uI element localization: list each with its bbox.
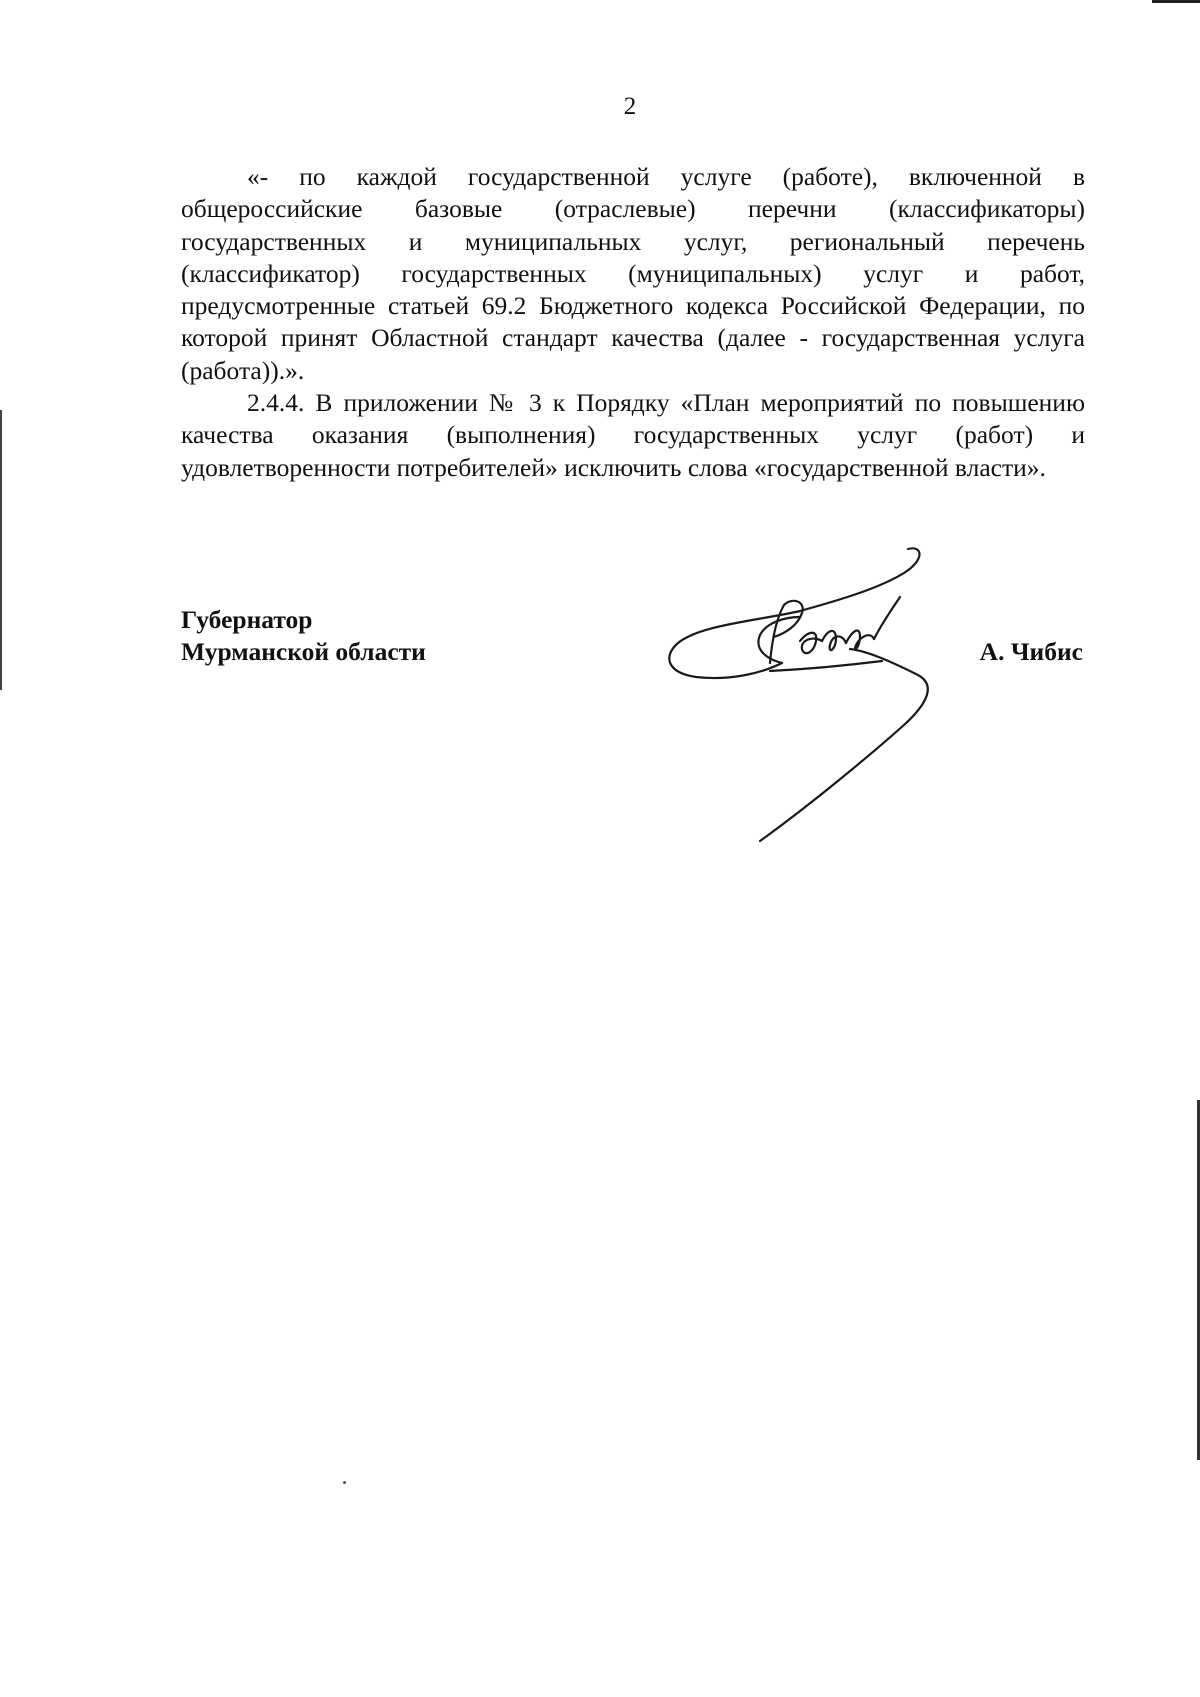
scan-dot	[343, 1481, 346, 1484]
paragraph-amendment-text: «- по каждой государственной услуге (работе), включенной в общероссийские базовые (отраслевые) перечни (классификаторы) государственных и муниципальных услуг, региональный перечень (классификатор) государственных (муниципальных) услуг и работ, предусмотренные статьей 69.2 Бюджетного кодекса Российской Федерации, по которой принят Областной стандарт качества (далее - государственная услуга (работа)).».	[181, 162, 1085, 385]
body-text	[181, 161, 1085, 484]
signatory-title	[181, 604, 426, 668]
page-number: 2	[623, 93, 637, 120]
scan-edge-left	[0, 410, 2, 690]
paragraph-2-4-4: 2.4.4. В приложении № 3 к Порядку «План мероприятий по повышению качества оказания (выполнения) государственных услуг (работ) и удовлетворенности потребителей» исключить слова «государственной власти».	[181, 388, 1085, 482]
signatory-title-line2: Мурманской области	[181, 637, 426, 666]
handwritten-signature	[660, 545, 960, 845]
signatory-title-line1: Губернатор	[181, 605, 313, 634]
signatory-name: А. Чибис	[979, 637, 1083, 666]
scan-edge-top	[1152, 0, 1200, 3]
